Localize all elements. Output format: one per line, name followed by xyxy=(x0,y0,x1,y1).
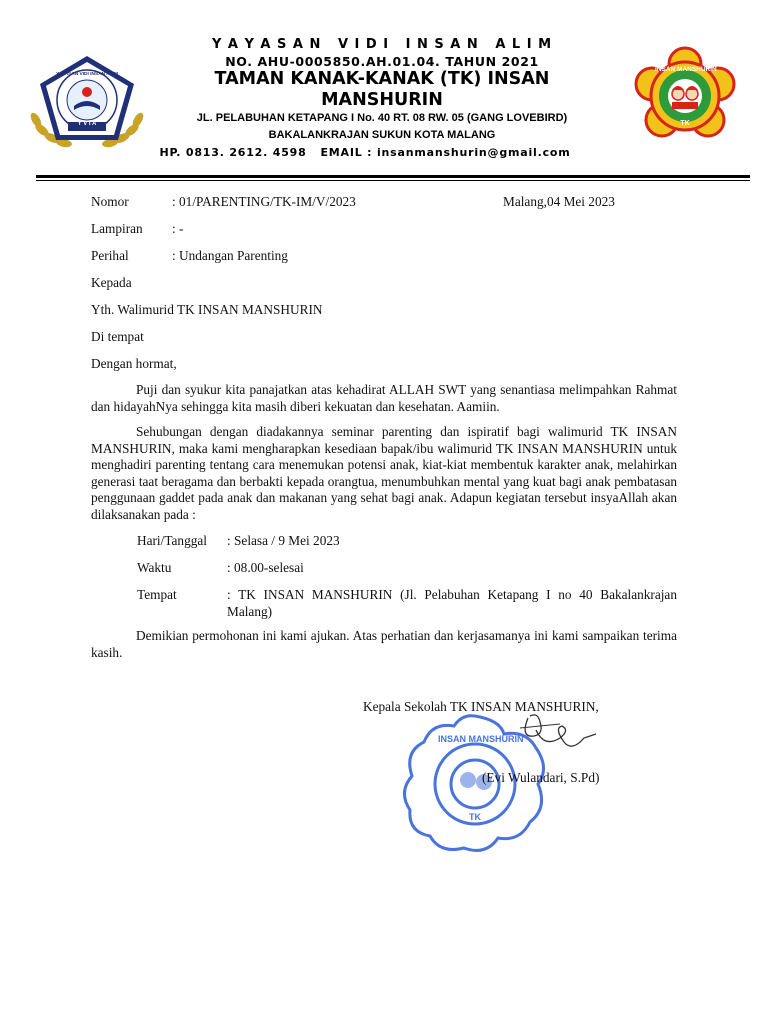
recipient-kepada: Kepada xyxy=(91,275,132,290)
school-logo-sub: TK xyxy=(680,120,690,127)
foundation-logo xyxy=(22,50,152,155)
recipient-place: Di tempat xyxy=(91,329,144,344)
perihal-value: : Undangan Parenting xyxy=(172,248,288,263)
paragraph-closing: Demikian permohonan ini kami ajukan. Atas perhatian dan kerjasamanya ini kami sampaikan terima kasih. xyxy=(91,628,677,660)
signature-title: Kepala Sekolah TK INSAN MANSHURIN, xyxy=(363,699,599,714)
school-logo-text: INSAN MANSHURIN xyxy=(655,66,717,73)
event-place-value: : TK INSAN MANSHURIN (Jl. Pelabuhan Ketapang I no 40 Bakalankrajan Malang) xyxy=(227,587,677,619)
signatory-name: (Evi Wulandari, S.Pd) xyxy=(482,770,600,785)
perihal-label: Perihal xyxy=(91,248,129,263)
header-divider xyxy=(36,175,750,178)
address-line2: BAKALANKRAJAN SUKUN KOTA MALANG xyxy=(268,129,496,141)
lampiran-value: : - xyxy=(172,221,184,236)
foundation-logo-abbr: Y V I A xyxy=(77,121,97,127)
lampiran-label: Lampiran xyxy=(91,221,143,236)
event-time-label: Waktu xyxy=(137,560,172,575)
stamp-sub: TK xyxy=(469,812,481,822)
registration-number: NO. AHU-0005850.AH.01.04. TAHUN 2021 xyxy=(225,54,539,69)
event-time-value: : 08.00-selesai xyxy=(227,560,304,575)
event-day-value: : Selasa / 9 Mei 2023 xyxy=(227,533,340,548)
paragraph-opening: Puji dan syukur kita panajatkan atas kehadirat ALLAH SWT yang senantiasa melimpahkan Rahmat dan hidayahNya sehingga kita masih diberi kekuatan dan kesehatan. Aamiin. xyxy=(91,382,677,414)
greeting: Dengan hormat, xyxy=(91,356,177,371)
school-name-line1: TAMAN KANAK-KANAK (TK) INSAN xyxy=(214,69,550,89)
letter-date: Malang,04 Mei 2023 xyxy=(503,194,615,209)
address-line1: JL. PELABUHAN KETAPANG I No. 40 RT. 08 RW. 05 (GANG LOVEBIRD) xyxy=(196,112,568,124)
event-day-label: Hari/Tanggal xyxy=(137,533,207,548)
header-divider-thin xyxy=(36,180,750,181)
handwritten-signature xyxy=(500,708,610,768)
event-place-label: Tempat xyxy=(137,587,177,602)
nomor-value: : 01/PARENTING/TK-IM/V/2023 xyxy=(172,194,356,209)
paragraph-invitation: Sehubungan dengan diadakannya seminar parenting dan ispiratif bagi walimurid TK INSAN MANSHURIN, maka kami mengharapkan kesediaan bapak/ibu walimurid TK INSAN MANSHURIN untuk menghadiri parenting tentang cara menemukan potensi anak, kiat-kiat membentuk karakter anak, melahirkan generasi taat beragama dan berbakti kepada orangtua, menumbuhkan mental yang kuat bagi anak pembatasan penggunaan gaddet pada anak dan makanan yang sehat bagi anak. Adapun kegiatan tersebut insyaAllah akan dilaksanakan pada : xyxy=(91,424,677,522)
school-name-line2: MANSHURIN xyxy=(321,90,443,110)
recipient-name: Yth. Walimurid TK INSAN MANSHURIN xyxy=(91,302,323,317)
foundation-logo-text: YAYASAN VIDI INSAN ALIM xyxy=(56,72,118,77)
foundation-name: Y A Y A S A N V I D I I N S A N A L I M xyxy=(211,37,553,52)
school-logo xyxy=(628,46,743,146)
nomor-label: Nomor xyxy=(91,194,129,209)
stamp-text: INSAN MANSHURIN xyxy=(438,734,524,744)
contact-line: HP. 0813. 2612. 4598 EMAIL : insanmanshurin@gmail.com xyxy=(159,146,571,159)
